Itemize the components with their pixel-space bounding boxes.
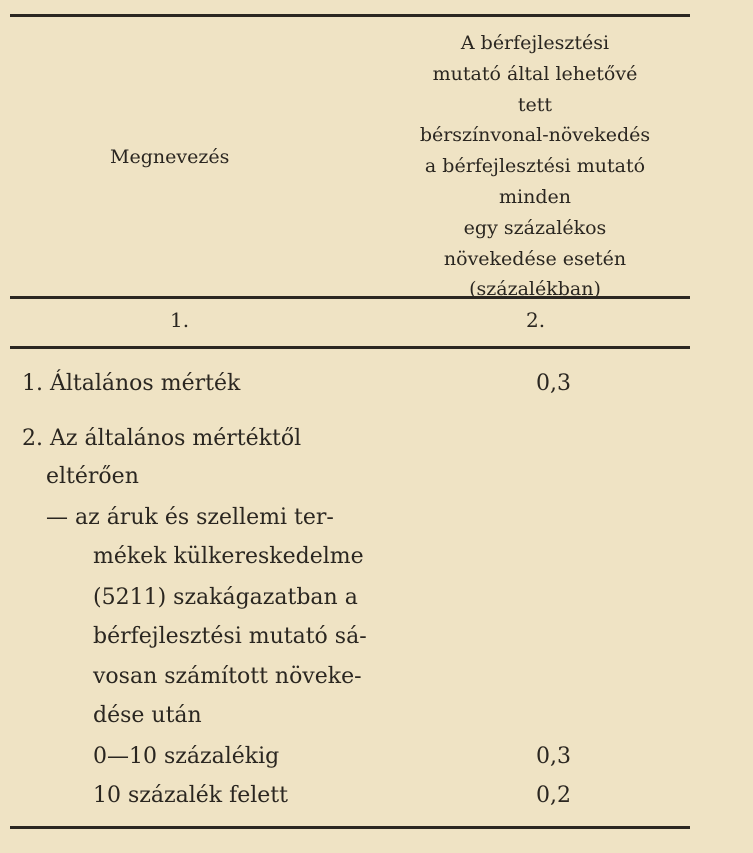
header-col2-line: növekedése esetén — [443, 247, 627, 270]
row-label: 10 százalék felett — [93, 783, 288, 808]
row-label-line: mékek külkereskedelme — [93, 544, 364, 569]
header-col1: Megnevezés — [110, 146, 230, 168]
row-label: 0—10 százalékig — [93, 744, 280, 769]
row-label-line: 2. Az általános mértéktől — [22, 426, 302, 451]
header-col2-line: mutató által lehetővé — [432, 62, 638, 85]
header-col2-line: egy százalékos — [463, 216, 607, 239]
row-value: 0,3 — [536, 371, 571, 396]
top-rule — [10, 14, 690, 17]
row-label: 1. Általános mérték — [22, 371, 241, 396]
bottom-rule — [10, 826, 690, 829]
row-value: 0,3 — [536, 744, 571, 769]
row-label-line: bérfejlesztési mutató sá- — [93, 624, 367, 649]
row-value: 0,2 — [536, 783, 571, 808]
row-label-line: (5211) szakágazatban a — [93, 585, 358, 610]
header-col2-line: minden — [499, 185, 571, 208]
header-col2-line: bérszínvonal-növekedés — [419, 124, 651, 147]
header-col2-line: a bérfejlesztési mutató — [424, 155, 646, 178]
header-col2-line: (százalékban) — [469, 278, 601, 301]
row-label-line: dése után — [93, 703, 202, 728]
column-number-rule — [10, 346, 690, 349]
header-col2 — [380, 28, 690, 305]
column-number-1: 1. — [170, 308, 190, 332]
header-col2-line: tett — [517, 93, 553, 116]
row-label-line: — az áruk és szellemi ter- — [46, 505, 334, 530]
row-label-line: eltérően — [46, 464, 139, 489]
row-label-line: vosan számított növeke- — [93, 664, 362, 689]
column-number-2: 2. — [526, 308, 546, 332]
header-col2-line: A bérfejlesztési — [460, 32, 610, 54]
